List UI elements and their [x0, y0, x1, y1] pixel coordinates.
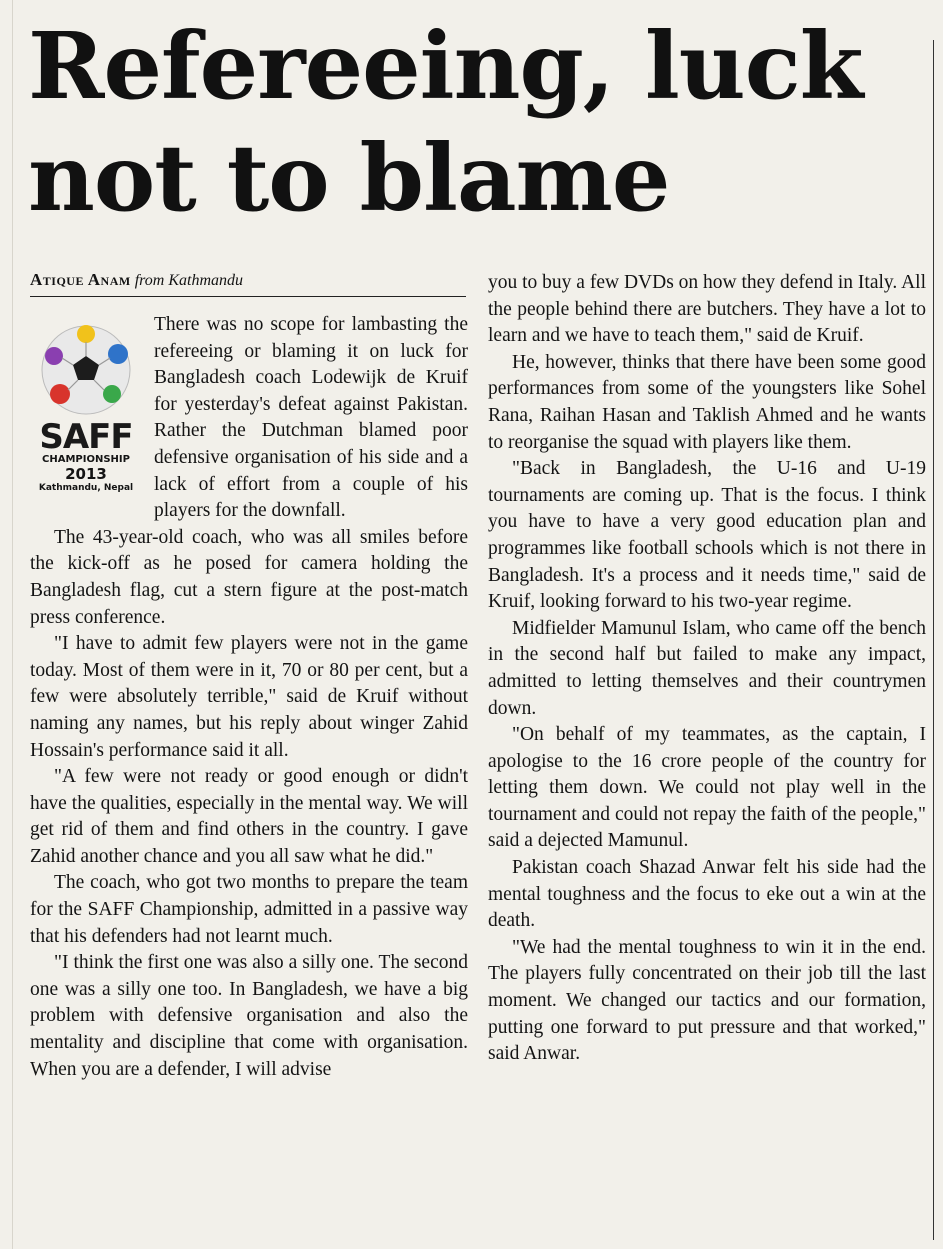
paragraph: "We had the mental toughness to win it in the end. The players fully concentrated on their job till the last moment. We changed our tactics and our formation, putting one forward to put pressure and that worked," said Anwar.: [488, 936, 926, 1065]
byline-location: from Kathmandu: [134, 272, 244, 289]
paragraph: There was no scope for lambasting the refereeing or blaming it on luck for Bangladesh coach Lodewijk de Kruif for yesterday's defeat against Pakistan. Rather the Dutchman blamed poor defensive organisation of his side and a lack of effort from a couple of his players for the downfall.: [154, 314, 468, 522]
paragraph: "Back in Bangladesh, the U-16 and U-19 tournaments are coming up. That is the focus. I think you have to have a very good education plan and programmes like football schools which is not there in Bangladesh. It's a process and it needs time," said de Kruif, looking forward to his two-year regime.: [488, 458, 926, 613]
paragraph: The 43-year-old coach, who was all smiles before the kick-off as he posed for camera holding the Bangladesh flag, cut a stern figure at the post-match press conference.: [30, 526, 468, 628]
paragraph: He, however, thinks that there have been some good performances from some of the youngsters like Sohel Rana, Raihan Hasan and Taklish Ahmed and he wants to reorganise the squad with players like them.: [488, 351, 926, 453]
logo-location: Kathmandu, Nepal: [38, 483, 134, 493]
paragraph: "I have to admit few players were not in the game today. Most of them were in it, 70 or 80 per cent, but a few were absolutely terrible," said de Kruif without naming any names, but his reply about winger Zahid Hossain's performance said it all.: [30, 633, 468, 761]
saff-championship-logo: [30, 316, 142, 504]
logo-subtitle: CHAMPIONSHIP: [42, 454, 130, 465]
page-margin: [0, 0, 13, 1249]
paragraph: "I think the first one was also a silly one. The second one was a silly one too. In Bangladesh, we have a big problem with defensive organisation and also the mentality and discipline that come with organisation. When you are a defender, I will advise: [30, 952, 468, 1080]
paragraph: The coach, who got two months to prepare the team for the SAFF Championship, admitted in a passive way that his defenders had not learnt much.: [30, 872, 468, 947]
paragraph: Pakistan coach Shazad Anwar felt his side had the mental toughness and the focus to eke out a win at the death.: [488, 857, 926, 932]
headline: Refereeing, luck not to blame: [28, 12, 863, 232]
byline: [30, 270, 466, 297]
paragraph: "A few were not ready or good enough or didn't have the qualities, especially in the mental way. We will get rid of them and find others in the country. I gave Zahid another chance and you all saw what he did.": [30, 766, 468, 867]
byline-author: Atique Anam: [30, 270, 131, 289]
logo-name: SAFF: [39, 417, 133, 457]
logo-year: 2013: [65, 465, 107, 483]
paragraph: you to buy a few DVDs on how they defend in Italy. All the people behind there are butchers. They have a lot to learn and we have to teach them," said de Kruif.: [488, 272, 926, 347]
football-logo-icon: [36, 320, 136, 420]
paragraph: "On behalf of my teammates, as the captain, I apologise to the 16 crore people of the country for letting them down. We could not play well in the tournament and could not repay the faith of the people," said a dejected Mamunul.: [488, 724, 926, 852]
paragraph: Midfielder Mamunul Islam, who came off the bench in the second half but failed to make any impact, admitted to letting themselves and their countrymen down.: [488, 617, 926, 719]
column-rule: [933, 40, 934, 1240]
article-column-right: [488, 270, 926, 1068]
article-column-left: [30, 312, 468, 1083]
